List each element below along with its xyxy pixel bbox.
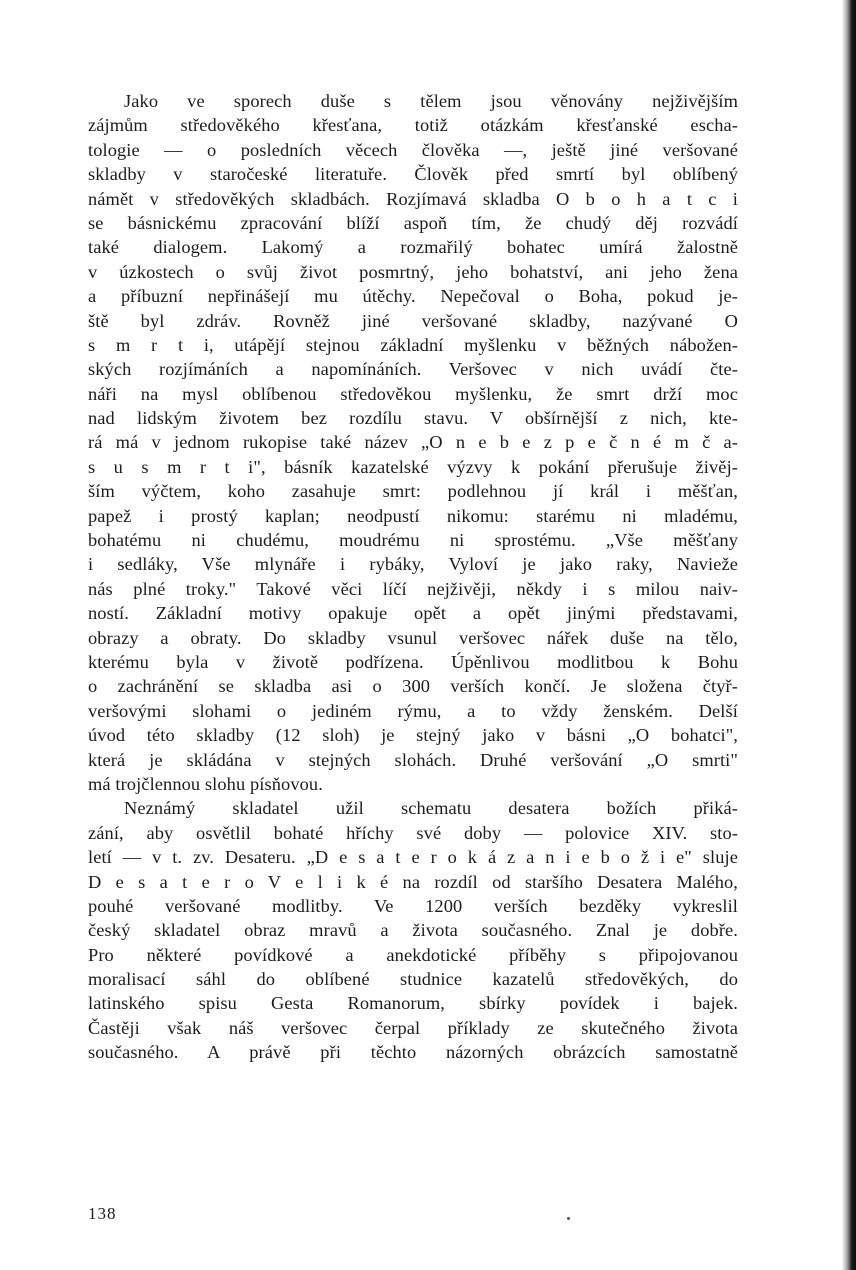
book-page-text xyxy=(88,89,738,1065)
text-line: náři na mysl oblíbenou středověkou myšlenku, že smrt drží moc xyxy=(88,383,738,404)
text-line: má trojčlennou slohu písňovou. xyxy=(88,773,323,794)
text-line: se básnickému zpracování blíží aspoň tím, že chudý děj rozvádí xyxy=(88,212,738,233)
text-line: o zachránění se skladba asi o 300 verších končí. Je složena čtyř- xyxy=(88,676,738,697)
text-line: také dialogem. Lakomý a rozmařilý bohatec umírá žalostně xyxy=(88,237,738,258)
page-edge-shadow xyxy=(842,0,856,1270)
text-line: bohatému ni chudému, moudrému ni sprostému. „Vše měšťany xyxy=(88,530,738,551)
text-line: v úzkostech o svůj život posmrtný, jeho bohatství, ani jeho žena xyxy=(88,261,738,282)
text-line: skladby v staročeské literatuře. Člověk před smrtí byl oblíbený xyxy=(88,164,738,185)
text-line: úvod této skladby (12 sloh) je stejný jako v básni „O bohatci", xyxy=(88,725,738,746)
text-line: obrazy a obraty. Do skladby vsunul veršovec nářek duše na tělo, xyxy=(88,627,738,648)
text-line: ším výčtem, koho zasahuje smrt: podlehnou jí král i měšťan, xyxy=(88,481,738,502)
text-line: ště byl zdráv. Rovněž jiné veršované skladby, nazývané O xyxy=(88,310,738,331)
text-line: kterému byla v životě podřízena. Úpěnlivou modlitbou k Bohu xyxy=(88,651,738,672)
text-line: český skladatel obraz mravů a života současného. Znal je dobře. xyxy=(88,920,738,941)
paragraph-2 xyxy=(88,796,738,1064)
page-number: 138 xyxy=(88,1204,117,1223)
text-line: nás plné troky." Takové věci líčí nejživěji, někdy i s milou naiv- xyxy=(88,578,738,599)
text-line: rá má v jednom rukopise také název „O n e b e z p e č n é m č a- xyxy=(88,432,738,453)
paragraph-1 xyxy=(88,89,738,796)
text-line: zání, aby osvětlil bohaté hříchy své doby — polovice XIV. sto- xyxy=(88,822,738,843)
text-line: tologie — o posledních věcech člověka —, ještě jiné veršované xyxy=(88,139,738,160)
text-line: současného. A právě při těchto názorných obrázcích samostatně xyxy=(88,1042,738,1063)
text-line: Neznámý skladatel užil schematu desatera božích přiká- xyxy=(124,798,738,819)
text-line: nad lidským životem bez rozdílu stavu. V obšírnější z nich, kte- xyxy=(88,408,738,429)
text-line: i sedláky, Vše mlynáře i rybáky, Vyloví je jako raky, Navieže xyxy=(88,554,738,575)
text-line: latinského spisu Gesta Romanorum, sbírky povídek i bajek. xyxy=(88,993,738,1014)
text-line: pouhé veršované modlitby. Ve 1200 verších bezděky vykreslil xyxy=(88,895,738,916)
text-line: s u s m r t i", básník kazatelské výzvy k pokání přerušuje živěj- xyxy=(88,456,738,477)
text-line: Pro některé povídkové a anekdotické příběhy s připojovanou xyxy=(88,944,738,965)
text-line: letí — v t. zv. Desateru. „D e s a t e r o k á z a n i e b o ž i e" sluje xyxy=(88,847,738,868)
text-line: zájmům středověkého křesťana, totiž otázkám křesťanské escha- xyxy=(88,115,738,136)
text-line: D e s a t e r o V e l i k é na rozdíl od staršího Desatera Malého, xyxy=(88,871,738,892)
text-line: ností. Základní motivy opakuje opět a opět jinými představami, xyxy=(88,603,738,624)
text-line: Jako ve sporech duše s tělem jsou věnovány nejživějším xyxy=(124,91,738,111)
text-line: moralisací sáhl do oblíbené studnice kazatelů středověkých, do xyxy=(88,969,738,990)
text-line: veršovými slohami o jediném rýmu, a to vždy ženském. Delší xyxy=(88,700,738,721)
scan-speck xyxy=(567,1217,570,1220)
text-line: papež i prostý kaplan; neodpustí nikomu: starému ni mladému, xyxy=(88,505,738,526)
text-line: námět v středověkých skladbách. Rozjímavá skladba O b o h a t c i xyxy=(88,188,738,209)
text-line: s m r t i, utápějí stejnou základní myšlenku v běžných nábožen- xyxy=(88,334,738,355)
text-line: která je skládána v stejných slohách. Druhé veršování „O smrti" xyxy=(88,749,738,770)
text-line: ských rozjímáních a napomínáních. Veršovec v nich uvádí čte- xyxy=(88,359,738,380)
text-line: a příbuzní nepřinášejí mu útěchy. Nepečoval o Boha, pokud je- xyxy=(88,286,738,307)
text-line: Častěji však náš veršovec čerpal příklady ze skutečného života xyxy=(88,1017,738,1038)
